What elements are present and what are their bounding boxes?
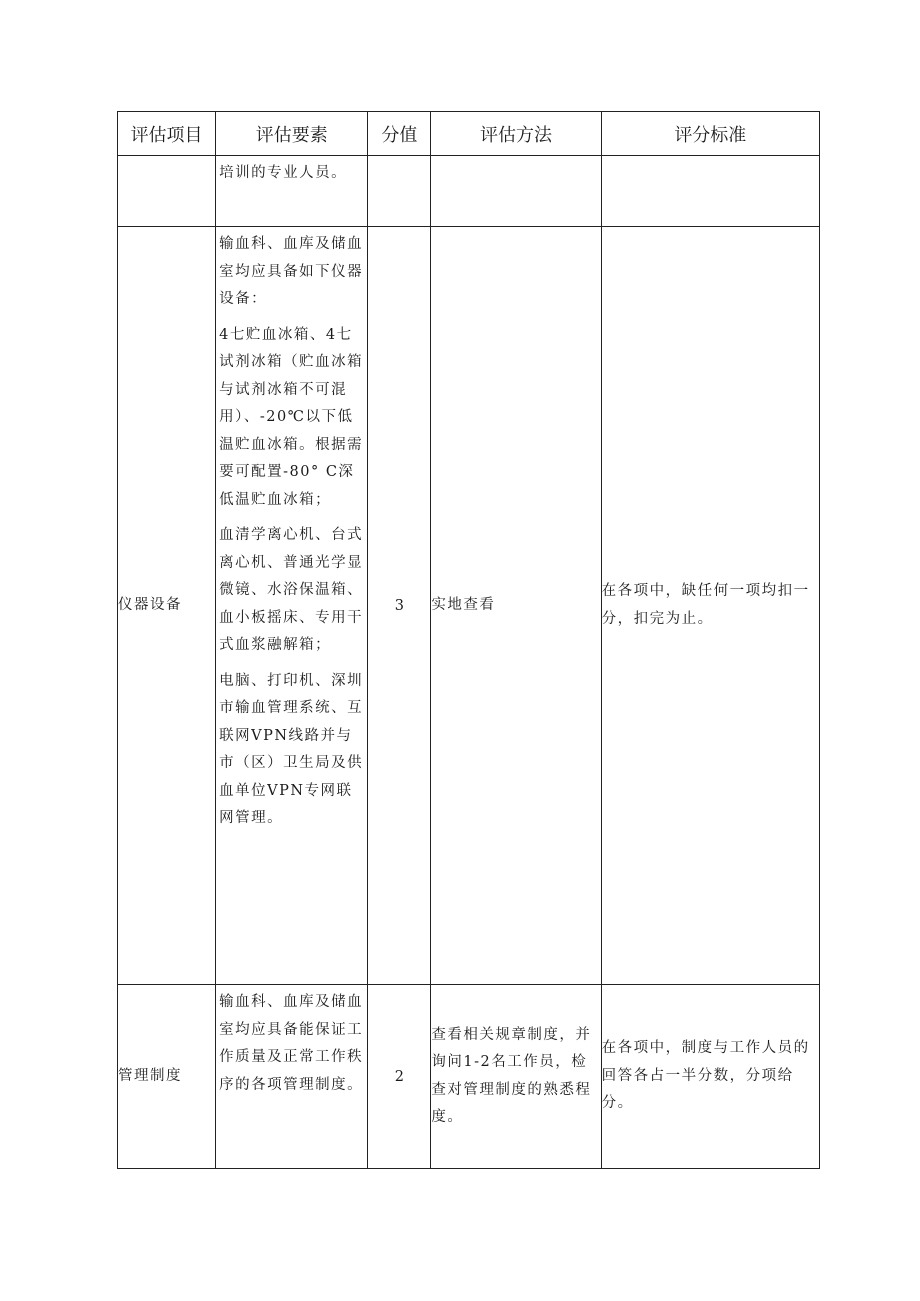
cell-element (216, 985, 368, 1169)
table-row (118, 227, 820, 985)
element-paragraph: 电脑、打印机、深圳市输血管理系统、互联网VPN线路并与市（区）卫生局及供血单位VPN专网联网管理。 (219, 672, 364, 826)
header-method: 评估方法 (431, 112, 601, 156)
cell-standard: 在各项中，制度与工作人员的回答各占一半分数，分项给分。 (601, 985, 819, 1169)
table-row (118, 985, 820, 1169)
element-paragraph: 血清学离心机、台式离心机、普通光学显微镜、水浴保温箱、血小板摇床、专用干式血浆融解箱； (219, 527, 364, 653)
cell-method: 查看相关规章制度，并询问1-2名工作员，检查对管理制度的熟悉程度。 (431, 985, 601, 1169)
cell-standard: 在各项中，缺任何一项均扣一分，扣完为止。 (601, 227, 819, 985)
cell-element (216, 227, 368, 985)
table-header (118, 112, 820, 156)
cell-item (118, 156, 216, 227)
cell-score (368, 156, 431, 227)
cell-score: 2 (368, 985, 431, 1169)
table-row (118, 156, 820, 227)
element-paragraph: 4七贮血冰箱、4七试剂冰箱（贮血冰箱与试剂冰箱不可混用）、-20℃以下低温贮血冰箱。根据需要可配置-80° C深低温贮血冰箱； (219, 326, 364, 508)
header-element: 评估要素 (216, 112, 368, 156)
cell-item: 仪器设备 (118, 227, 216, 985)
element-paragraph: 培训的专业人员。 (219, 165, 348, 181)
header-score: 分值 (368, 112, 431, 156)
cell-standard (601, 156, 819, 227)
cell-score: 3 (368, 227, 431, 985)
cell-method (431, 156, 601, 227)
cell-method: 实地查看 (431, 227, 601, 985)
header-item: 评估项目 (118, 112, 216, 156)
evaluation-table (117, 111, 820, 1169)
cell-element (216, 156, 368, 227)
header-standard: 评分标准 (601, 112, 819, 156)
element-paragraph: 输血科、血库及储血室均应具备能保证工作质量及正常工作秩序的各项管理制度。 (219, 994, 364, 1093)
element-paragraph: 输血科、血库及储血室均应具备如下仪器设备： (219, 236, 364, 307)
cell-item: 管理制度 (118, 985, 216, 1169)
